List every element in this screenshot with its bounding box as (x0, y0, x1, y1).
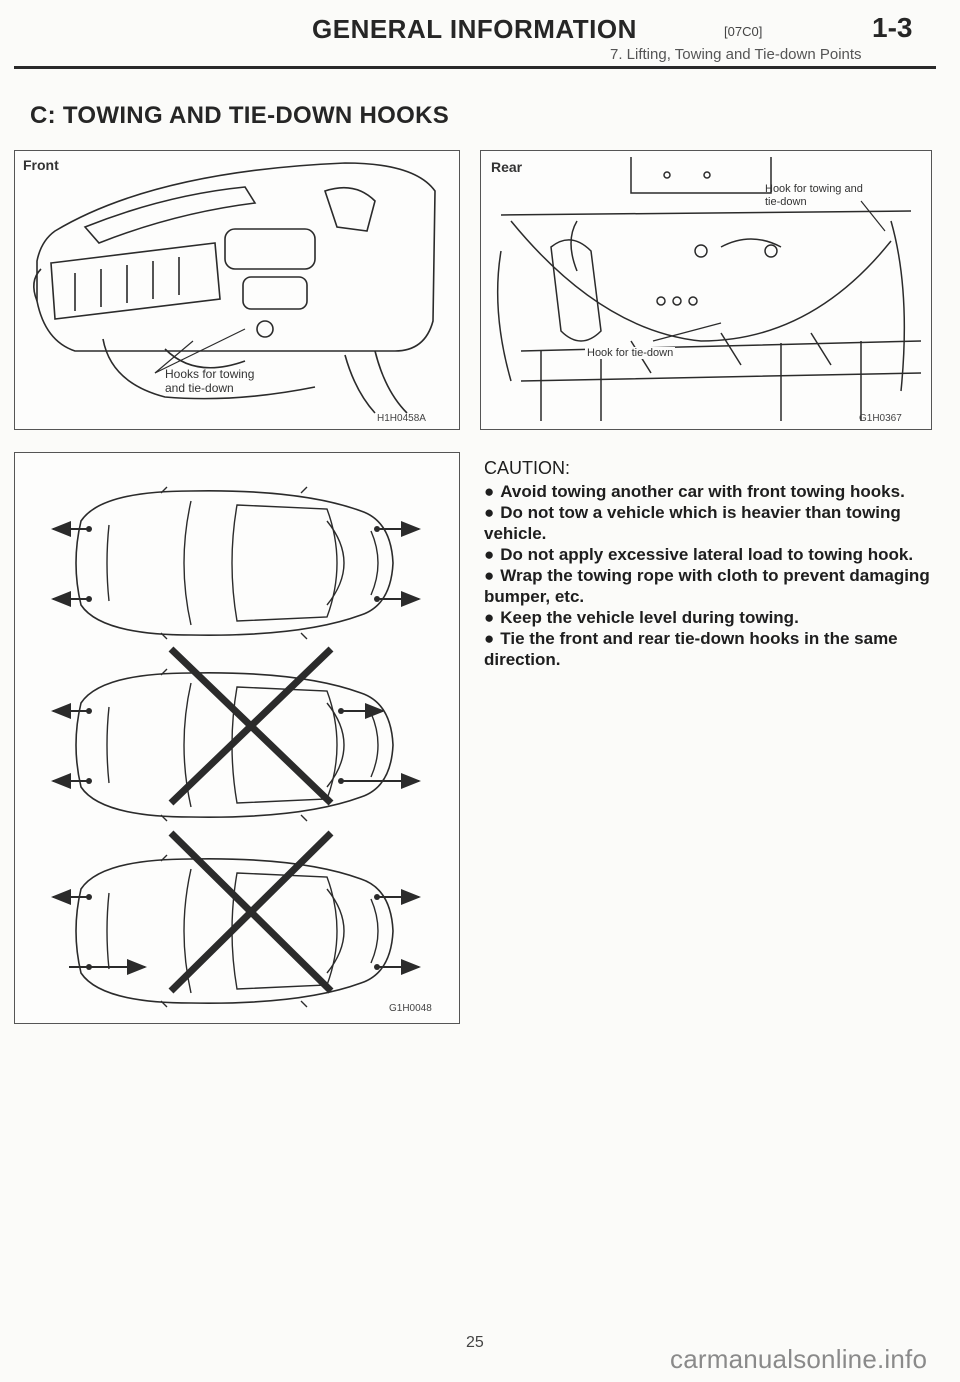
header-subtitle: 7. Lifting, Towing and Tie-down Points (610, 46, 862, 63)
header-title: GENERAL INFORMATION (312, 14, 637, 44)
front-hooks-figure (14, 150, 460, 430)
bullet-icon: ● (484, 503, 495, 522)
bullet-icon: ● (484, 566, 495, 585)
rear-hook-towing-callout: Hook for towing and tie-down (765, 183, 863, 208)
bullet-icon: ● (484, 608, 495, 627)
bullet-icon: ● (484, 629, 495, 648)
front-figure-label: Front (23, 157, 59, 173)
caution-item (484, 607, 936, 628)
bullet-icon: ● (484, 545, 495, 564)
caution-item (484, 628, 936, 670)
caution-title: CAUTION: (484, 458, 571, 478)
page-number: 25 (466, 1334, 484, 1351)
caution-block (484, 458, 936, 670)
header-rule (14, 66, 936, 69)
caution-item (484, 481, 936, 502)
rear-hooks-figure (480, 150, 932, 430)
front-hooks-callout: Hooks for towing and tie-down (165, 367, 255, 395)
tiedown-directions-figure (14, 452, 460, 1024)
tiedown-directions-illustration (15, 453, 459, 1023)
front-figure-code: H1H0458A (377, 413, 426, 424)
caution-item-text: Do not tow a vehicle which is heavier than towing vehicle. (484, 503, 901, 543)
header-code: [07C0] (724, 24, 763, 39)
bullet-icon: ● (484, 482, 495, 501)
caution-item (484, 544, 936, 565)
watermark: carmanualsonline.info (670, 1344, 928, 1374)
caution-item-text: Keep the vehicle level during towing. (500, 608, 799, 627)
rear-hook-tiedown-callout: Hook for tie-down (587, 347, 674, 359)
header-page-ref: 1-3 (872, 12, 913, 43)
rear-figure-label: Rear (491, 159, 523, 175)
caution-item-text: Wrap the towing rope with cloth to prevent damaging bumper, etc. (484, 566, 930, 606)
section-title: C: TOWING AND TIE-DOWN HOOKS (30, 102, 450, 129)
caution-item-text: Do not apply excessive lateral load to towing hook. (500, 545, 914, 564)
caution-item (484, 502, 936, 544)
directions-figure-code: G1H0048 (389, 1003, 432, 1014)
caution-item (484, 565, 936, 607)
caution-item-text: Tie the front and rear tie-down hooks in the same direction. (484, 629, 898, 669)
rear-figure-code: G1H0367 (859, 413, 902, 424)
caution-item-text: Avoid towing another car with front towing hooks. (500, 482, 905, 501)
